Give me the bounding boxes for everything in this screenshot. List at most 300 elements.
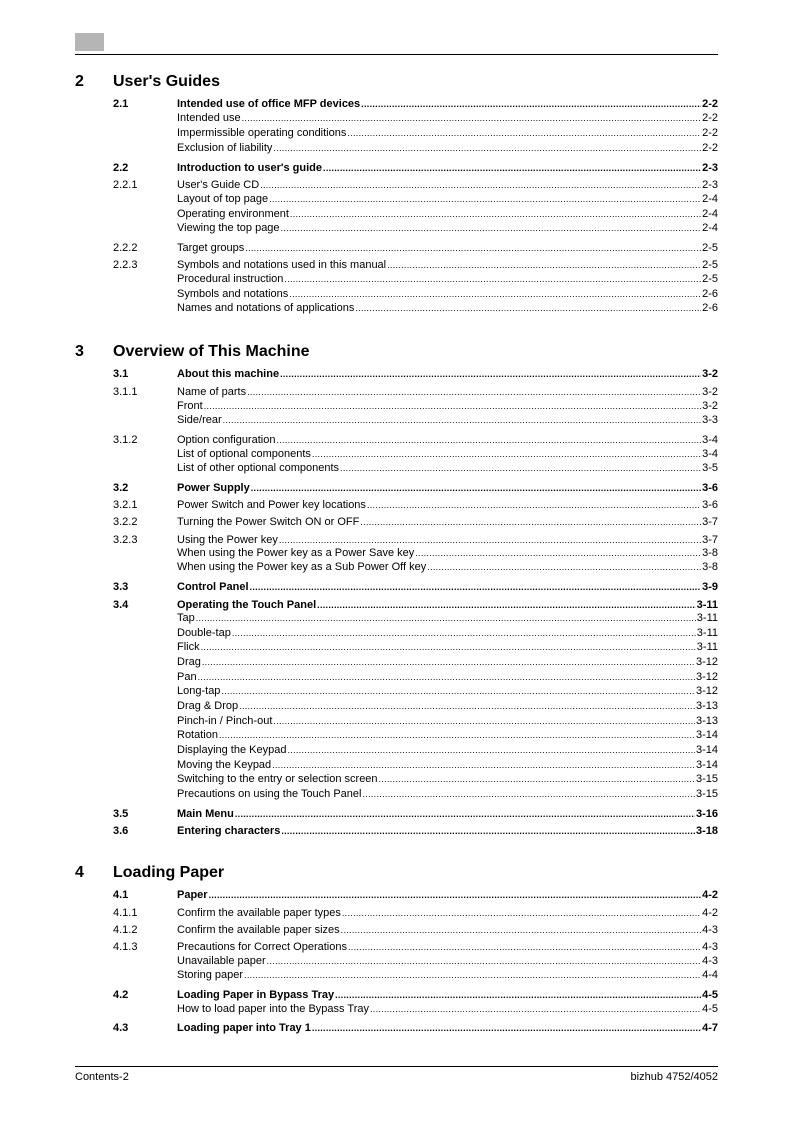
chapter-number: 4 [75,864,84,881]
toc-page-number: 4-5 [702,1003,718,1015]
toc-page-number: 3-14 [695,744,718,756]
toc-page-number: 3-2 [702,400,718,412]
toc-section-number: 3.5 [113,808,129,820]
chapter-title: Loading Paper [113,864,225,881]
toc-entry-title: Front [177,400,203,412]
toc-entry[interactable] [0,655,793,669]
toc-entry-title: Symbols and notations [177,288,289,300]
dot-leader [342,906,701,920]
toc-entry-title: Impermissible operating conditions [177,127,347,139]
dot-leader [251,481,701,495]
dot-leader [355,301,701,315]
toc-entry-line [177,161,718,175]
toc-entry[interactable] [0,824,793,838]
toc-entry-title: Confirm the available paper sizes [177,924,340,936]
toc-page-number: 4-2 [702,889,718,901]
dot-leader [202,655,695,669]
toc-page-number: 2-2 [702,112,718,124]
toc-entry[interactable] [0,258,793,272]
dot-leader [370,1002,701,1016]
chapter-heading [0,863,793,885]
toc-section-number: 4.1.1 [113,907,138,919]
toc-entry[interactable] [0,560,793,574]
toc-entry-line [177,413,718,427]
toc-entry-line [177,385,718,399]
toc-entry[interactable] [0,743,793,757]
toc-entry[interactable] [0,670,793,684]
toc-entry-title: Pan [177,671,197,683]
dot-leader [235,807,695,821]
toc-page-number: 3-15 [695,773,718,785]
toc-section-number: 3.1.1 [113,386,138,398]
toc-entry-title: Exclusion of liability [177,142,273,154]
dot-leader [279,533,701,547]
toc-entry[interactable] [0,207,793,221]
toc-entry-line [177,301,718,315]
toc-entry[interactable] [0,367,793,381]
toc-entry-line [177,447,718,461]
toc-page-number: 3-8 [702,561,718,573]
toc-entry-title: Tap [177,612,195,624]
toc-entry-title: Procedural instruction [177,273,284,285]
dot-leader [347,126,701,140]
toc-entry-title: Symbols and notations used in this manual [177,259,387,271]
toc-page-number: 3-6 [702,482,718,494]
toc-section-number: 2.1 [113,98,129,110]
toc-entry-line [177,287,718,301]
toc-entry-title: Layout of top page [177,193,269,205]
toc-entry[interactable] [0,498,793,512]
toc-entry-title: Loading Paper in Bypass Tray [177,989,335,1001]
dot-leader [198,670,695,684]
toc-entry-line [177,192,718,206]
toc-page-number: 3-11 [696,641,718,653]
toc-page-number: 3-6 [702,499,718,511]
toc-entry-line [177,988,718,1002]
toc-entry-line [177,598,718,612]
toc-entry[interactable] [0,287,793,301]
toc-entry[interactable] [0,461,793,475]
toc-entry[interactable] [0,968,793,982]
toc-page-number: 3-11 [696,599,718,611]
toc-page-number: 3-2 [702,386,718,398]
toc-entry[interactable] [0,807,793,821]
dot-leader [335,988,701,1002]
dot-leader [317,598,695,612]
toc-entry-line [177,626,718,640]
toc-entry[interactable] [0,699,793,713]
toc-page-number: 3-4 [702,434,718,446]
toc-page-number: 2-5 [702,273,718,285]
toc-entry[interactable] [0,97,793,111]
toc-entry-title: Precautions on using the Touch Panel [177,788,362,800]
toc-entry-line [177,207,718,221]
toc-entry-title: Switching to the entry or selection screen [177,773,378,785]
toc-entry-line [177,178,718,192]
toc-entry[interactable] [0,178,793,192]
toc-entry[interactable] [0,626,793,640]
toc-entry[interactable] [0,684,793,698]
toc-entry[interactable] [0,141,793,155]
toc-entry-title: Name of parts [177,386,247,398]
toc-entry-line [177,758,718,772]
toc-page-number: 3-11 [696,612,718,624]
toc-entry-line [177,546,718,560]
toc-section-number: 3.2.3 [113,534,138,546]
toc-page-number: 3-14 [695,759,718,771]
toc-entry-title: Unavailable paper [177,955,266,967]
dot-leader [290,207,701,221]
toc-entry-title: Double-tap [177,627,231,639]
toc-entry-title: Storing paper [177,969,244,981]
toc-entry[interactable] [0,161,793,175]
toc-entry-title: List of other optional components [177,462,340,474]
toc-entry-line [177,221,718,235]
toc-entry[interactable] [0,241,793,255]
chapter-title: User's Guides [113,73,220,90]
toc-entry-line [177,1002,718,1016]
toc-entry[interactable] [0,399,793,413]
toc-entry-line [177,560,718,574]
toc-entry-line [177,611,718,625]
toc-entry-line [177,580,718,594]
toc-entry-line [177,772,718,786]
toc-entry[interactable] [0,433,793,447]
dot-leader [221,684,695,698]
toc-entry-line [177,498,718,512]
toc-entry-title: Displaying the Keypad [177,744,287,756]
toc-page-number: 2-6 [702,288,718,300]
toc-entry-line [177,515,718,529]
toc-entry-title: Pinch-in / Pinch-out [177,715,273,727]
footer-page-label: Contents-2 [75,1071,129,1083]
dot-leader [340,461,701,475]
toc-entry-line [177,1021,718,1035]
toc-entry[interactable] [0,598,793,612]
toc-entry-line [177,481,718,495]
toc-section-number: 2.2 [113,162,129,174]
toc-entry-title: Power Supply [177,482,250,494]
toc-entry-title: Drag [177,656,201,668]
toc-entry[interactable] [0,888,793,902]
toc-section-number: 3.6 [113,825,129,837]
toc-section-number: 3.2 [113,482,129,494]
toc-page-number: 4-3 [702,924,718,936]
toc-page-number: 3-11 [696,627,718,639]
toc-entry-title: Drag & Drop [177,700,239,712]
toc-entry[interactable] [0,385,793,399]
dot-leader [287,743,695,757]
dot-leader [239,699,695,713]
toc-entry-line [177,433,718,447]
toc-entry-line [177,954,718,968]
toc-page-number: 3-7 [702,516,718,528]
dot-leader [415,546,701,560]
dot-leader [312,1021,701,1035]
toc-entry-line [177,743,718,757]
dot-leader [312,447,701,461]
toc-entry-title: Introduction to user's guide [177,162,323,174]
toc-page-number: 3-13 [695,700,718,712]
toc-entry[interactable] [0,1021,793,1035]
dot-leader [387,258,701,272]
toc-entry[interactable] [0,515,793,529]
toc-entry[interactable] [0,481,793,495]
toc-entry-line [177,787,718,801]
toc-entry-title: Moving the Keypad [177,759,272,771]
toc-entry-title: User's Guide CD [177,179,260,191]
dot-leader [272,758,695,772]
toc-entry-line [177,699,718,713]
toc-section-number: 4.2 [113,989,129,1001]
chapter-title: Overview of This Machine [113,343,310,360]
toc-entry-line [177,258,718,272]
chapter-heading [0,342,793,364]
dot-leader [276,433,701,447]
toc-entry-title: Using the Power key [177,534,278,546]
toc-entry-title: Loading paper into Tray 1 [177,1022,311,1034]
toc-page-number: 2-2 [702,98,718,110]
toc-entry-line [177,923,718,937]
dot-leader [232,626,696,640]
toc-entry[interactable] [0,787,793,801]
toc-entry[interactable] [0,988,793,1002]
toc-entry[interactable] [0,714,793,728]
dot-leader [269,192,701,206]
toc-entry-title: Entering characters [177,825,281,837]
toc-entry[interactable] [0,728,793,742]
toc-page-number: 4-7 [702,1022,718,1034]
toc-entry[interactable] [0,906,793,920]
header-rule [75,54,718,55]
dot-leader [341,923,701,937]
toc-section-number: 4.1.3 [113,941,138,953]
toc-section-number: 4.3 [113,1022,129,1034]
toc-section-number: 3.2.1 [113,499,138,511]
footer-rule [75,1066,718,1067]
dot-leader [204,399,701,413]
toc-entry-title: Control Panel [177,581,249,593]
toc-page-number: 3-18 [695,825,718,837]
toc-entry-title: Power Switch and Power key locations [177,499,366,511]
dot-leader [362,787,694,801]
toc-page-number: 3-15 [695,788,718,800]
toc-page-number: 3-13 [695,715,718,727]
toc-section-number: 4.1.2 [113,924,138,936]
toc-entry-line [177,968,718,982]
dot-leader [250,580,702,594]
dot-leader [281,824,695,838]
toc-entry-line [177,807,718,821]
toc-page-number: 4-2 [702,907,718,919]
toc-entry-line [177,640,718,654]
dot-leader [273,141,701,155]
toc-entry[interactable] [0,772,793,786]
toc-entry-line [177,399,718,413]
toc-entry-title: Operating the Touch Panel [177,599,317,611]
toc-entry[interactable] [0,640,793,654]
toc-page-number: 3-5 [702,462,718,474]
toc-section-number: 4.1 [113,889,129,901]
toc-page-number: 3-12 [695,685,718,697]
toc-entry-line [177,111,718,125]
toc-entry-line [177,97,718,111]
toc-entry[interactable] [0,272,793,286]
toc-entry[interactable] [0,301,793,315]
toc-entry-line [177,272,718,286]
toc-entry-line [177,824,718,838]
dot-leader [209,888,702,902]
toc-entry-title: Names and notations of applications [177,302,355,314]
dot-leader [360,515,701,529]
toc-entry-title: Option configuration [177,434,276,446]
toc-entry[interactable] [0,1002,793,1016]
toc-entry[interactable] [0,940,793,954]
toc-entry[interactable] [0,546,793,560]
footer-model-label: bizhub 4752/4052 [630,1071,718,1083]
toc-page-number: 3-4 [702,448,718,460]
dot-leader [196,611,696,625]
toc-entry[interactable] [0,413,793,427]
toc-entry-title: Turning the Power Switch ON or OFF [177,516,360,528]
toc-entry-title: Target groups [177,242,245,254]
toc-page-number: 2-2 [702,127,718,139]
toc-page-number: 3-2 [702,368,718,380]
toc-entry[interactable] [0,221,793,235]
toc-section-number: 3.2.2 [113,516,138,528]
toc-page-number: 3-16 [695,808,718,820]
toc-entry[interactable] [0,111,793,125]
toc-entry-line [177,533,718,547]
toc-section-number: 3.1 [113,368,129,380]
dot-leader [244,968,701,982]
toc-page-number: 4-3 [702,955,718,967]
toc-page-number: 4-3 [702,941,718,953]
dot-leader [273,714,695,728]
toc-entry[interactable] [0,126,793,140]
dot-leader [280,367,701,381]
toc-page-number: 2-3 [702,179,718,191]
toc-entry-title: Precautions for Correct Operations [177,941,347,953]
toc-page-number: 3-12 [695,656,718,668]
dot-leader [427,560,701,574]
toc-entry[interactable] [0,447,793,461]
toc-entry-line [177,888,718,902]
toc-section-number: 2.2.2 [113,242,138,254]
toc-entry[interactable] [0,923,793,937]
dot-leader [323,161,701,175]
toc-entry[interactable] [0,954,793,968]
dot-leader [245,241,701,255]
toc-page-number: 2-4 [702,222,718,234]
toc-entry-line [177,906,718,920]
dot-leader [201,640,696,654]
toc-entry-title: Intended use of office MFP devices [177,98,361,110]
toc-entry[interactable] [0,758,793,772]
toc-entry-line [177,714,718,728]
toc-entry-title: List of optional components [177,448,311,460]
toc-page-number: 3-8 [702,547,718,559]
dot-leader [379,772,695,786]
dot-leader [348,940,701,954]
toc-entry-title: Side/rear [177,414,222,426]
toc-section-number: 3.3 [113,581,129,593]
toc-page-number: 2-5 [702,259,718,271]
toc-entry[interactable] [0,580,793,594]
toc-page-number: 2-4 [702,208,718,220]
toc-page-number: 2-2 [702,142,718,154]
toc-entry-title: Long-tap [177,685,221,697]
toc-entry-line [177,126,718,140]
toc-entry-title: Paper [177,889,208,901]
toc-page-number: 3-7 [702,534,718,546]
toc-section-number: 2.2.1 [113,179,138,191]
dot-leader [247,385,701,399]
toc-entry-title: Main Menu [177,808,234,820]
toc-entry-title: When using the Power key as a Power Save key [177,547,415,559]
toc-page-number: 4-4 [702,969,718,981]
toc-entry[interactable] [0,611,793,625]
toc-entry-title: Confirm the available paper types [177,907,341,919]
toc-page-number: 2-6 [702,302,718,314]
toc-page-number: 2-3 [702,162,718,174]
dot-leader [361,97,701,111]
toc-section-number: 3.1.2 [113,434,138,446]
chapter-number: 3 [75,343,84,360]
toc-entry-line [177,940,718,954]
toc-entry-line [177,241,718,255]
toc-entry-title: Intended use [177,112,241,124]
dot-leader [284,272,701,286]
toc-entry-title: When using the Power key as a Sub Power Off key [177,561,427,573]
dot-leader [219,728,695,742]
toc-page-number: 4-5 [702,989,718,1001]
toc-entry-title: About this machine [177,368,280,380]
toc-page-number: 3-12 [695,671,718,683]
toc-entry-line [177,461,718,475]
toc-entry-title: Rotation [177,729,218,741]
toc-entry-title: Operating environment [177,208,289,220]
toc-page-number: 3-9 [702,581,718,593]
toc-entry-line [177,728,718,742]
toc-section-number: 3.4 [113,599,129,611]
toc-entry-line [177,670,718,684]
toc-page-number: 2-4 [702,193,718,205]
dot-leader [281,221,702,235]
toc-entry-line [177,141,718,155]
toc-entry-line [177,367,718,381]
toc-page-number: 3-3 [702,414,718,426]
toc-entry-title: Viewing the top page [177,222,280,234]
toc-section-number: 2.2.3 [113,259,138,271]
toc-entry-line [177,684,718,698]
toc-entry[interactable] [0,192,793,206]
chapter-heading [0,72,793,94]
dot-leader [267,954,701,968]
toc-entry-title: Flick [177,641,200,653]
toc-entry-line [177,655,718,669]
dot-leader [260,178,701,192]
toc-page-number: 2-5 [702,242,718,254]
dot-leader [223,413,701,427]
header-corner-block [75,33,104,51]
toc-entry-title: How to load paper into the Bypass Tray [177,1003,369,1015]
dot-leader [289,287,701,301]
dot-leader [367,498,701,512]
dot-leader [242,111,701,125]
chapter-number: 2 [75,73,84,90]
toc-entry[interactable] [0,533,793,547]
